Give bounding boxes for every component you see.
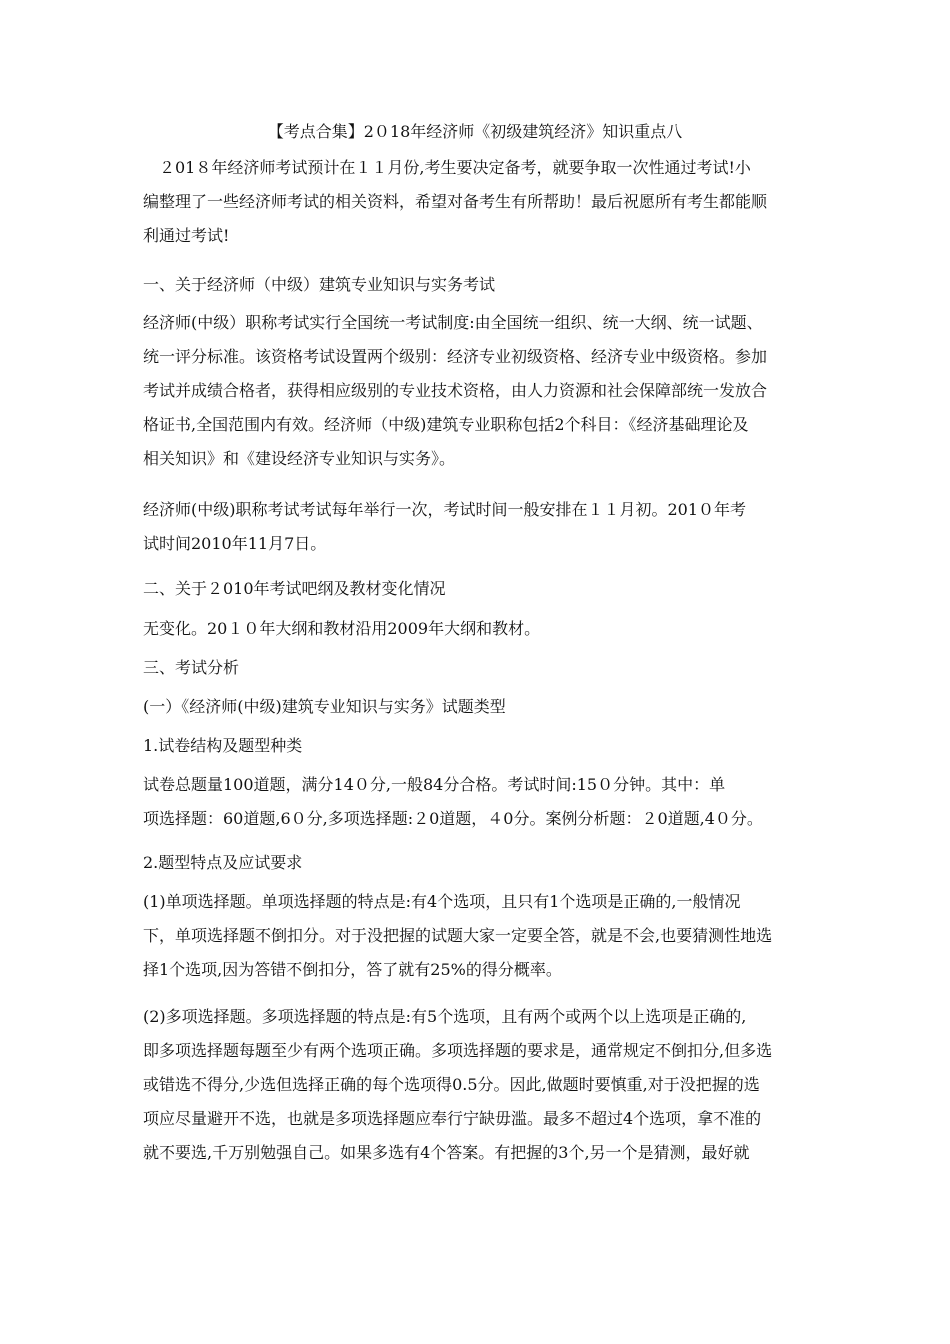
text-line: 编整理了一些经济师考试的相关资料，希望对备考生有所帮助！最后祝愿所有考生都能顺 bbox=[143, 192, 768, 211]
text-line: 相关知识》和《建设经济专业知识与实务》。 bbox=[143, 449, 456, 468]
document-title: 【考点合集】2０18年经济师《初级建筑经济》知识重点八 bbox=[267, 122, 683, 141]
text-line: ２01８年经济师考试预计在１１月份,考生要决定备考，就要争取一次性通过考试!小 bbox=[143, 158, 751, 177]
text-line: 试卷总题量100道题，满分14０分,一般84分合格。考试时间:15０分钟。其中：单 bbox=[143, 775, 726, 794]
section1-paragraph-2 bbox=[143, 493, 815, 561]
section-heading-1 bbox=[143, 268, 815, 302]
text-line: (1)单项选择题。单项选择题的特点是:有4个选项，且只有1个选项是正确的,一般情况 bbox=[143, 892, 741, 911]
text-line: 无变化。20１０年大纲和教材沿用2009年大纲和教材。 bbox=[143, 619, 541, 638]
heading-text: 2.题型特点及应试要求 bbox=[143, 853, 303, 872]
text-line: 就不要选,千万别勉强自己。如果多选有4个答案。有把握的3个,另一个是猜测，最好就 bbox=[143, 1143, 750, 1162]
heading-text: 二、关于２010年考试吧纲及教材变化情况 bbox=[143, 579, 446, 598]
item2-paragraph-1 bbox=[143, 885, 815, 987]
text-line: 考试并成绩合格者，获得相应级别的专业技术资格，由人力资源和社会保障部统一发放合 bbox=[143, 381, 768, 400]
section-heading-3 bbox=[143, 651, 815, 685]
heading-text: 一、关于经济师（中级）建筑专业知识与实务考试 bbox=[143, 275, 496, 294]
intro-paragraph bbox=[143, 151, 815, 253]
text-line: 项选择题：60道题,6０分,多项选择题:２0道题，４0分。案例分析题：２0道题,4０分。 bbox=[143, 809, 763, 828]
text-line: 利通过考试! bbox=[143, 226, 230, 245]
section-heading-2 bbox=[143, 572, 815, 606]
item-heading-2 bbox=[143, 846, 815, 880]
subsection-heading-1 bbox=[143, 690, 815, 724]
text-line: 或错选不得分,少选但选择正确的每个选项得0.5分。因此,做题时要慎重,对于没把握的选 bbox=[143, 1075, 760, 1094]
item2-paragraph-2 bbox=[143, 1000, 815, 1170]
section1-paragraph-1 bbox=[143, 306, 815, 476]
text-line: 统一评分标准。该资格考试设置两个级别：经济专业初级资格、经济专业中级资格。参加 bbox=[143, 347, 768, 366]
text-line: 择1个选项,因为答错不倒扣分，答了就有25%的得分概率。 bbox=[143, 960, 562, 979]
text-line: (2)多项选择题。多项选择题的特点是:有5个选项，且有两个或两个以上选项是正确的, bbox=[143, 1007, 747, 1026]
text-line: 经济师(中级）职称考试实行全国统一考试制度:由全国统一组织、统一大纲、统一试题、 bbox=[143, 313, 763, 332]
item1-body bbox=[143, 768, 815, 836]
item-heading-1 bbox=[143, 729, 815, 763]
heading-text: (一）《经济师(中级)建筑专业知识与实务》试题类型 bbox=[143, 697, 506, 716]
heading-text: 三、考试分析 bbox=[143, 658, 240, 677]
text-line: 项应尽量避开不选，也就是多项选择题应奉行宁缺毋滥。最多不超过4个选项，拿不准的 bbox=[143, 1109, 762, 1128]
heading-text: 1.试卷结构及题型种类 bbox=[143, 736, 303, 755]
text-line: 经济师(中级)职称考试考试每年举行一次，考试时间一般安排在１１月初。201０年考 bbox=[143, 500, 747, 519]
text-line: 试时间2010年11月7日。 bbox=[143, 534, 327, 553]
text-line: 下，单项选择题不倒扣分。对于没把握的试题大家一定要全答，就是不会,也要猜测性地选 bbox=[143, 926, 773, 945]
text-line: 格证书,全国范围内有效。经济师（中级)建筑专业职称包括2个科目：《经济基础理论及 bbox=[143, 415, 749, 434]
text-line: 即多项选择题每题至少有两个选项正确。多项选择题的要求是，通常规定不倒扣分,但多选 bbox=[143, 1041, 773, 1060]
section2-body bbox=[143, 612, 815, 646]
